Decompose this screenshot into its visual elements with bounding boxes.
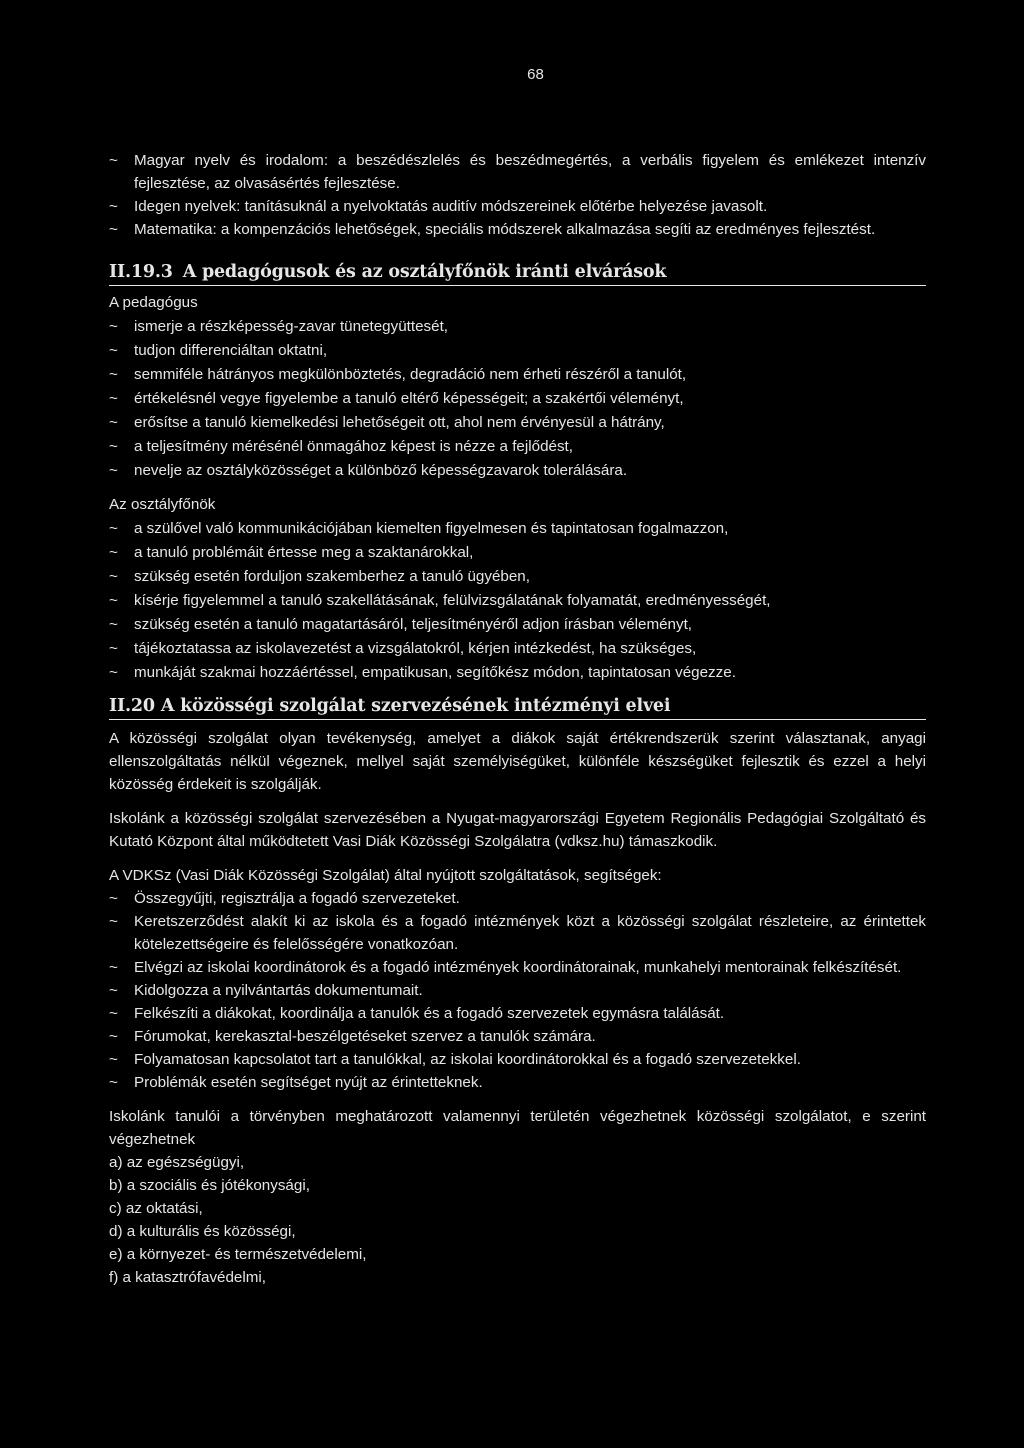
list-item: ~ Idegen nyelvek: tanításuknál a nyelvoktatás auditív módszereinek előtérbe helyezése javasolt. xyxy=(109,195,926,218)
tilde-bullet: ~ xyxy=(109,640,118,657)
section-heading-expectations xyxy=(109,261,926,286)
tilde-bullet: ~ xyxy=(109,568,118,585)
list-item: ~ semmiféle hátrányos megkülönböztetés, degradáció nem érheti részéről a tanulót, xyxy=(109,363,926,386)
list-item: ~ szükség esetén a tanuló magatartásáról, teljesítményéről adjon írásban véleményt, xyxy=(109,613,926,636)
section-title: A közösségi szolgálat szervezésének intézményi elvei xyxy=(160,696,671,716)
tilde-bullet: ~ xyxy=(109,342,118,359)
list-item: ~ Folyamatosan kapcsolatot tart a tanulókkal, az iskolai koordinátorokkal és a fogadó szervezetekkel. xyxy=(109,1048,926,1071)
tilde-bullet: ~ xyxy=(109,198,118,215)
list-item: ~ szükség esetén forduljon szakemberhez a tanuló ügyében, xyxy=(109,565,926,588)
subject-list xyxy=(109,149,926,241)
tilde-bullet: ~ xyxy=(109,366,118,383)
list-item: ~ a teljesítmény mérésénél önmagához képest is nézze a fejlődést, xyxy=(109,435,926,458)
list-item: a) az egészségügyi, xyxy=(109,1154,245,1171)
list-item: ~ Kidolgozza a nyilvántartás dokumentumait. xyxy=(109,979,926,1002)
list-item: ~ nevelje az osztályközösséget a különböző képességzavarok tolerálására. xyxy=(109,459,926,482)
list-item: ~ a tanuló problémáit értesse meg a szaktanárokkal, xyxy=(109,541,926,564)
section-title: A pedagógusok és az osztályfőnök iránti elvárások xyxy=(182,262,667,282)
list-item: ~ Magyar nyelv és irodalom: a beszédészlelés és beszédmegértés, a verbális figyelem és emlékezet intenzív fejlesztése, az olvasásértés fejlesztése. xyxy=(109,149,926,195)
list-item: ~ a szülővel való kommunikációjában kiemelten figyelmesen és tapintatosan fogalmazzon, xyxy=(109,517,926,540)
list-item: ~ tájékoztatassa az iskolavezetést a vizsgálatokról, kérjen intézkedést, ha szükséges, xyxy=(109,637,926,660)
list-item: ~ Összegyűjti, regisztrálja a fogadó szervezeteket. xyxy=(109,887,926,910)
tilde-bullet: ~ xyxy=(109,1074,118,1091)
section-number: II.20 xyxy=(109,696,155,716)
areas-intro: Iskolánk tanulói a törvényben meghatározott valamennyi területén végezhetnek közösségi szolgálatot, e szerint végezhetnek xyxy=(109,1108,926,1148)
list-item: ~ kísérje figyelemmel a tanuló szakellátásának, felülvizsgálatának folyamatát, eredményességét, xyxy=(109,589,926,612)
head-teacher-expectations-list xyxy=(109,517,926,684)
list-item: ~ Keretszerződést alakít ki az iskola és a fogadó intézmények közt a közösségi szolgálat részleteire, az érintettek kötelezettségeire és felelősségére vonatkozóan. xyxy=(109,910,926,956)
tilde-bullet: ~ xyxy=(109,414,118,431)
teacher-expectations-list xyxy=(109,315,926,482)
tilde-bullet: ~ xyxy=(109,221,118,238)
list-item: e) a környezet- és természetvédelemi, xyxy=(109,1246,367,1263)
list-item: ~ értékelésnél vegye figyelembe a tanuló eltérő képességeit; a szakértői véleményt, xyxy=(109,387,926,410)
tilde-bullet: ~ xyxy=(109,616,118,633)
list-item: ~ Fórumokat, kerekasztal-beszélgetéseket szervez a tanulók számára. xyxy=(109,1025,926,1048)
page-number: 68 xyxy=(527,66,544,83)
list-item: ~ Elvégzi az iskolai koordinátorok és a fogadó intézmények koordinátorainak, munkahelyi mentorainak felkészítését. xyxy=(109,956,926,979)
tilde-bullet: ~ xyxy=(109,982,118,999)
tilde-bullet: ~ xyxy=(109,890,118,907)
teacher-label: A pedagógus xyxy=(109,294,198,311)
areas-list xyxy=(109,1151,926,1289)
tilde-bullet: ~ xyxy=(109,664,118,681)
tilde-bullet: ~ xyxy=(109,462,118,479)
tilde-bullet: ~ xyxy=(109,390,118,407)
head-teacher-label: Az osztályfőnök xyxy=(109,496,216,513)
list-item: d) a kulturális és közösségi, xyxy=(109,1223,296,1240)
list-item: ~ erősítse a tanuló kiemelkedési lehetőségeit ott, ahol nem érvényesül a hátrány, xyxy=(109,411,926,434)
tilde-bullet: ~ xyxy=(109,1028,118,1045)
tilde-bullet: ~ xyxy=(109,913,118,930)
list-item: f) a katasztrófavédelmi, xyxy=(109,1269,266,1286)
paragraph: Iskolánk a közösségi szolgálat szervezésében a Nyugat-magyarországi Egyetem Regionális Pedagógiai Szolgáltató és Kutató Központ által működtetett Vasi Diák Közösségi Szolgálatra (vdksz.hu) támaszkodik. xyxy=(109,810,926,850)
services-list xyxy=(109,887,926,1094)
section-number: II.19.3 xyxy=(109,262,173,282)
tilde-bullet: ~ xyxy=(109,544,118,561)
tilde-bullet: ~ xyxy=(109,318,118,335)
paragraph: A közösségi szolgálat olyan tevékenység, amelyet a diákok saját értékrendszerük szerint választanak, anyagi ellenszolgáltatás nélkül végeznek, mellyel saját személyiségüket, különféle készségüket fejlesztik és ezzel a helyi közösség érdekeit is szolgálják. xyxy=(109,730,926,793)
list-item: ~ Problémák esetén segítséget nyújt az érintetteknek. xyxy=(109,1071,926,1094)
list-item: b) a szociális és jótékonysági, xyxy=(109,1177,310,1194)
section-heading-community-service xyxy=(109,695,926,720)
list-item: ~ munkáját szakmai hozzáértéssel, empatikusan, segítőkész módon, tapintatosan végezze. xyxy=(109,661,926,684)
services-intro: A VDKSz (Vasi Diák Közösségi Szolgálat) által nyújtott szolgáltatások, segítségek: xyxy=(109,867,662,884)
list-item: ~ tudjon differenciáltan oktatni, xyxy=(109,339,926,362)
document-body xyxy=(109,149,926,1289)
tilde-bullet: ~ xyxy=(109,592,118,609)
tilde-bullet: ~ xyxy=(109,520,118,537)
list-item: c) az oktatási, xyxy=(109,1200,203,1217)
tilde-bullet: ~ xyxy=(109,1051,118,1068)
tilde-bullet: ~ xyxy=(109,152,118,169)
list-item: ~ Matematika: a kompenzációs lehetőségek, speciális módszerek alkalmazása segíti az eredményes fejlesztést. xyxy=(109,218,926,241)
tilde-bullet: ~ xyxy=(109,438,118,455)
list-item: ~ ismerje a részképesség-zavar tünetegyüttesét, xyxy=(109,315,926,338)
tilde-bullet: ~ xyxy=(109,1005,118,1022)
tilde-bullet: ~ xyxy=(109,959,118,976)
list-item: ~ Felkészíti a diákokat, koordinálja a tanulók és a fogadó szervezetek egymásra találását. xyxy=(109,1002,926,1025)
